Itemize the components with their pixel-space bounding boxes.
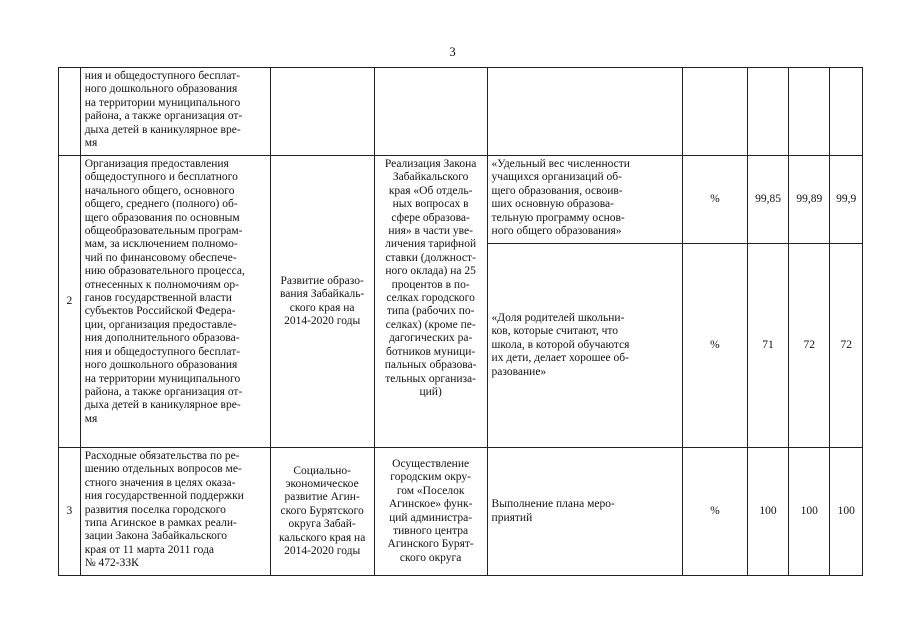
powers-cell: Расходные обязательства по ре- шению отдельных вопросов ме- стного значения в целях оказа- ния государственной поддержки развития поселка городского типа Агинское в рамках реали- зации Закона Забайкальского края от 11 марта 2011 года № 472-ЗЗК	[80, 448, 270, 576]
value-cell	[789, 68, 830, 156]
unit-cell: %	[682, 156, 747, 244]
program-table	[58, 67, 863, 576]
value-cell: 72	[789, 244, 830, 448]
unit-cell	[682, 68, 747, 156]
indicator-cell: «Доля родителей школьни- ков, которые считают, что школа, в которой обучаются их дети, делает хорошее об- разование»	[487, 244, 682, 448]
row-number-cell: 3	[59, 448, 81, 576]
value-cell: 99,9	[830, 156, 863, 244]
value-cell: 100	[789, 448, 830, 576]
value-cell	[830, 68, 863, 156]
value-cell: 100	[830, 448, 863, 576]
row-number-cell	[59, 68, 81, 156]
activity-cell	[374, 68, 487, 156]
program-cell: Социально- экономическое развитие Агин- ского Бурятского округа Забай- кальского края на 2014-2020 годы	[270, 448, 374, 576]
value-cell: 99,89	[789, 156, 830, 244]
unit-cell: %	[682, 244, 747, 448]
indicator-cell: «Удельный вес численности учащихся организаций об- щего образования, освоив- ших основную образова- тельную программу основ- ного общего образования»	[487, 156, 682, 244]
value-cell: 99,85	[747, 156, 788, 244]
table-row-3	[59, 448, 863, 576]
page-number: 3	[449, 44, 456, 59]
unit-cell: %	[682, 448, 747, 576]
powers-cell: ния и общедоступного бесплат- ного дошкольного образования на территории муниципального района, а также организация от- дыха детей в каникулярное вре- мя	[80, 68, 270, 156]
indicator-cell	[487, 68, 682, 156]
table-row-continuation	[59, 68, 863, 156]
value-cell	[747, 68, 788, 156]
powers-cell: Организация предоставления общедоступного и бесплатного начального общего, основного общего, среднего (полного) об- щего образования по основным общеобразовательным програм- мам, за исключением полномо- чий по финансовому обеспече- нию образовательного процесса, отнесенных к полномочиям ор- ганов государственной власти субъектов Российской Федера- ции, организация предоставле- ния дополнительного образова- ния и общедоступного бесплат- ного дошкольного образования на территории муниципального района, а также организация от- дыха детей в каникулярное вре- мя	[80, 156, 270, 448]
table-row-2a	[59, 156, 863, 244]
value-cell: 71	[747, 244, 788, 448]
value-cell: 100	[747, 448, 788, 576]
row-number-cell: 2	[59, 156, 81, 448]
value-cell: 72	[830, 244, 863, 448]
activity-cell: Осуществление городским окру- гом «Поселок Агинское» функ- ций администра- тивного центра Агинского Бурят- ского округа	[374, 448, 487, 576]
activity-cell: Реализация Закона Забайкальского края «Об отдель- ных вопросах в сфере образова- ния» в части уве- личения тарифной ставки (должност- ного оклада) на 25 процентов в по- селках городского типа (рабочих по- селках) (кроме пе- дагогических ра- ботников муници- пальных образова- тельных организа- ций)	[374, 156, 487, 448]
program-cell: Развитие образо- вания Забайкаль- ского края на 2014-2020 годы	[270, 156, 374, 448]
program-cell	[270, 68, 374, 156]
indicator-cell: Выполнение плана меро- приятий	[487, 448, 682, 576]
